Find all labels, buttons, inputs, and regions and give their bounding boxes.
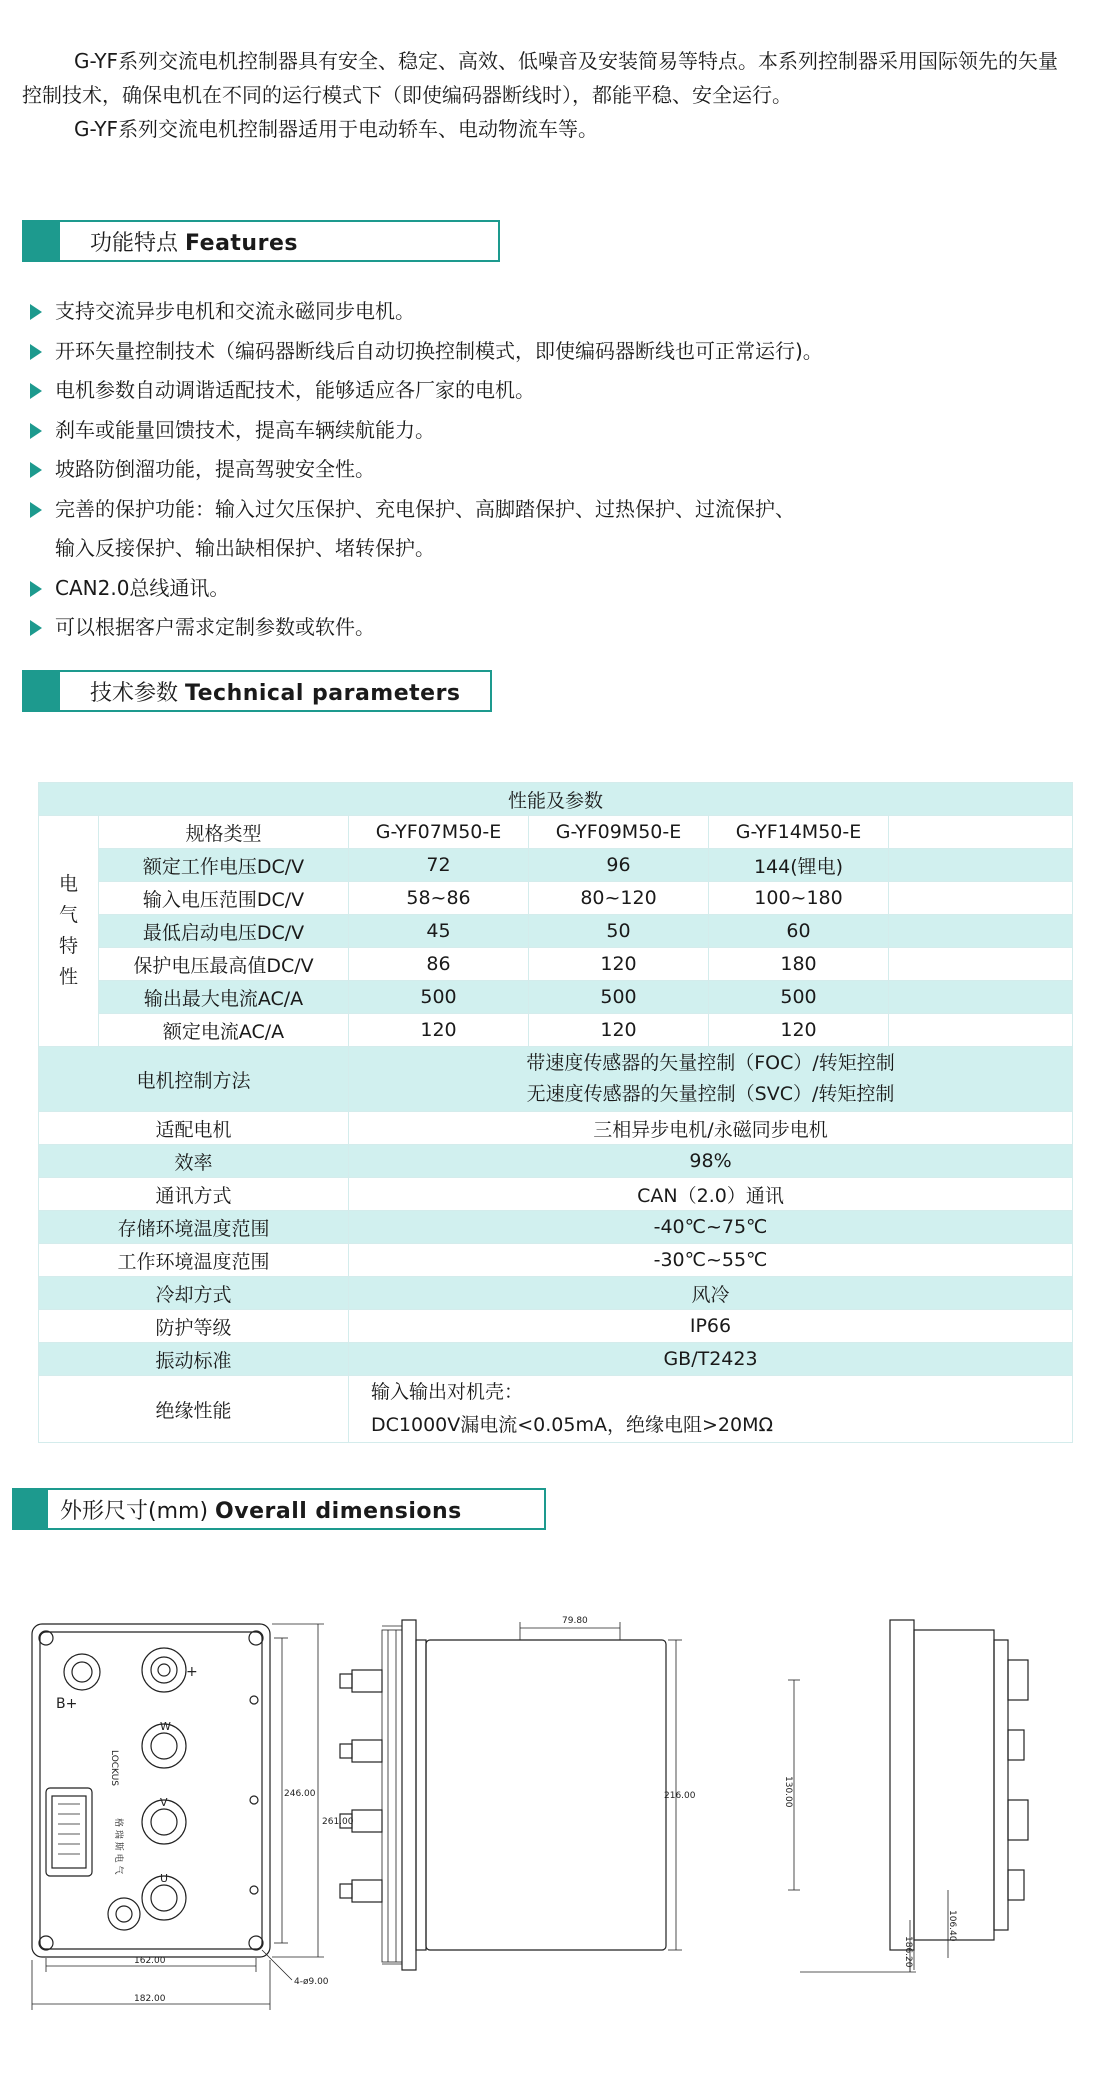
table-cell: 电机控制方法 bbox=[39, 1047, 349, 1112]
front-view-drawing bbox=[32, 1624, 324, 2010]
table-header-cell: G-YF09M50-E bbox=[529, 816, 709, 849]
intro-paragraph-2: G-YF系列交流电机控制器适用于电动轿车、电动物流车等。 bbox=[74, 117, 599, 141]
table-cell: 效率 bbox=[39, 1145, 349, 1178]
table-row bbox=[39, 1112, 1073, 1145]
heading-accent-bar bbox=[24, 222, 60, 260]
table-cell: 输出最大电流AC/A bbox=[99, 981, 349, 1014]
intro-paragraph-1: G-YF系列交流电机控制器具有安全、稳定、高效、低噪音及安装简易等特点。本系列控制器采用国际领先的矢量控制技术，确保电机在不同的运行模式下（即使编码器断线时），都能平稳、安全运行。 bbox=[22, 49, 1059, 107]
table-header-cell: G-YF14M50-E bbox=[709, 816, 889, 849]
table-cell: 45 bbox=[349, 915, 529, 948]
table-row-insulation bbox=[39, 1376, 1073, 1443]
group-label-electrical: 电 气 特 性 bbox=[39, 816, 99, 1047]
dim-79: 79.80 bbox=[562, 1616, 588, 1626]
brand-logo-text: LOCKUS bbox=[109, 1750, 119, 1787]
table-row bbox=[39, 1145, 1073, 1178]
feature-item: 支持交流异步电机和交流永磁同步电机。 bbox=[30, 292, 1070, 332]
table-row bbox=[39, 1014, 1073, 1047]
table-header-cell: 规格类型 bbox=[99, 816, 349, 849]
table-cell: 180 bbox=[709, 948, 889, 981]
spec-table bbox=[38, 782, 1073, 1443]
dim-186: 186.20 bbox=[903, 1936, 913, 1968]
plus-label: + bbox=[186, 1664, 198, 1680]
dim-130: 130.00 bbox=[783, 1776, 793, 1808]
feature-item: CAN2.0总线通讯。 bbox=[30, 569, 1070, 609]
feature-item: 刹车或能量回馈技术，提高车辆续航能力。 bbox=[30, 411, 1070, 451]
table-row bbox=[39, 915, 1073, 948]
table-row bbox=[39, 1277, 1073, 1310]
table-row bbox=[39, 1343, 1073, 1376]
table-cell: 额定电流AC/A bbox=[99, 1014, 349, 1047]
phase-w-label: W bbox=[160, 1720, 171, 1733]
table-cell: 保护电压最高值DC/V bbox=[99, 948, 349, 981]
table-title: 性能及参数 bbox=[39, 783, 1073, 816]
table-cell: 适配电机 bbox=[39, 1112, 349, 1145]
features-heading-en: Features bbox=[185, 230, 298, 256]
intro bbox=[22, 44, 1062, 146]
table-cell: 最低启动电压DC/V bbox=[99, 915, 349, 948]
dim-162: 162.00 bbox=[134, 1956, 166, 1966]
table-cell: CAN（2.0）通讯 bbox=[349, 1178, 1073, 1211]
table-row bbox=[39, 849, 1073, 882]
end-view-drawing bbox=[788, 1620, 1028, 1972]
table-cell: 500 bbox=[709, 981, 889, 1014]
feature-item: 开环矢量控制技术（编码器断线后自动切换控制模式，即使编码器断线也可正常运行)。 bbox=[30, 332, 1070, 372]
dims-heading-cn: 外形尺寸(mm) bbox=[60, 1498, 209, 1524]
dim-holes: 4-ø9.00 bbox=[294, 1977, 329, 1987]
side-view-drawing bbox=[340, 1620, 682, 1970]
dim-261: 261.00 bbox=[322, 1817, 354, 1827]
table-cell: 额定工作电压DC/V bbox=[99, 849, 349, 882]
phase-u-label: U bbox=[160, 1872, 169, 1885]
table-cell: -30℃~55℃ bbox=[349, 1244, 1073, 1277]
table-cell: 三相异步电机/永磁同步电机 bbox=[349, 1112, 1073, 1145]
table-cell: 振动标准 bbox=[39, 1343, 349, 1376]
table-cell: 120 bbox=[709, 1014, 889, 1047]
dim-216: 216.00 bbox=[664, 1791, 696, 1801]
table-cell: -40℃~75℃ bbox=[349, 1211, 1073, 1244]
table-cell: 带速度传感器的矢量控制（FOC）/转矩控制 无速度传感器的矢量控制（SVC）/转矩控制 bbox=[349, 1047, 1073, 1112]
table-cell: 60 bbox=[709, 915, 889, 948]
terminal-b-plus-label: B+ bbox=[56, 1696, 78, 1712]
feature-item: 可以根据客户需求定制参数或软件。 bbox=[30, 608, 1070, 648]
table-cell: GB/T2423 bbox=[349, 1343, 1073, 1376]
feature-item: 完善的保护功能：输入过欠压保护、充电保护、高脚踏保护、过热保护、过流保护、 bbox=[30, 490, 1070, 530]
tech-heading bbox=[22, 670, 492, 712]
table-row bbox=[39, 1244, 1073, 1277]
dim-246: 246.00 bbox=[284, 1789, 316, 1799]
heading-accent-bar bbox=[24, 672, 60, 710]
features-heading-cn: 功能特点 bbox=[90, 230, 179, 256]
table-row-control bbox=[39, 1047, 1073, 1112]
table-row bbox=[39, 1310, 1073, 1343]
tech-heading-en: Technical parameters bbox=[185, 680, 461, 706]
table-cell: 存储环境温度范围 bbox=[39, 1211, 349, 1244]
features-heading bbox=[22, 220, 500, 262]
table-cell: 500 bbox=[529, 981, 709, 1014]
table-row bbox=[39, 981, 1073, 1014]
table-cell: 98% bbox=[349, 1145, 1073, 1178]
table-cell: 冷却方式 bbox=[39, 1277, 349, 1310]
heading-accent-bar bbox=[14, 1490, 48, 1528]
table-cell: 50 bbox=[529, 915, 709, 948]
table-cell: 72 bbox=[349, 849, 529, 882]
table-row bbox=[39, 1211, 1073, 1244]
dim-106: 106.40 bbox=[947, 1910, 957, 1942]
table-cell: 80~120 bbox=[529, 882, 709, 915]
table-row bbox=[39, 948, 1073, 981]
table-cell: 86 bbox=[349, 948, 529, 981]
table-cell: 120 bbox=[349, 1014, 529, 1047]
table-cell: 120 bbox=[529, 1014, 709, 1047]
table-cell: 工作环境温度范围 bbox=[39, 1244, 349, 1277]
table-row bbox=[39, 1178, 1073, 1211]
table-cell: 96 bbox=[529, 849, 709, 882]
table-cell: 144(锂电) bbox=[709, 849, 889, 882]
table-cell: 500 bbox=[349, 981, 529, 1014]
table-cell: 绝缘性能 bbox=[39, 1376, 349, 1443]
feature-item: 电机参数自动调谐适配技术，能够适应各厂家的电机。 bbox=[30, 371, 1070, 411]
table-header-cell: G-YF07M50-E bbox=[349, 816, 529, 849]
table-cell: 通讯方式 bbox=[39, 1178, 349, 1211]
table-cell: 输入电压范围DC/V bbox=[99, 882, 349, 915]
phase-v-label: V bbox=[160, 1796, 168, 1809]
table-row bbox=[39, 882, 1073, 915]
dimension-drawings bbox=[0, 1560, 1100, 2030]
dims-heading bbox=[12, 1488, 546, 1530]
table-cell: 防护等级 bbox=[39, 1310, 349, 1343]
dims-heading-en: Overall dimensions bbox=[215, 1498, 462, 1524]
feature-item: 坡路防倒溜功能，提高驾驶安全性。 bbox=[30, 450, 1070, 490]
table-cell: 120 bbox=[529, 948, 709, 981]
table-cell: 风冷 bbox=[349, 1277, 1073, 1310]
brand-cn-text: 格 瑞 斯 电 气 bbox=[113, 1818, 123, 1875]
table-cell: IP66 bbox=[349, 1310, 1073, 1343]
table-cell: 100~180 bbox=[709, 882, 889, 915]
table-cell: 58~86 bbox=[349, 882, 529, 915]
features-list bbox=[30, 292, 1070, 648]
table-cell: 输入输出对机壳： DC1000V漏电流<0.05mA，绝缘电阻>20MΩ bbox=[349, 1376, 1073, 1443]
dim-182: 182.00 bbox=[134, 1994, 166, 2004]
feature-item-continuation: 输入反接保护、输出缺相保护、堵转保护。 bbox=[55, 536, 435, 560]
tech-heading-cn: 技术参数 bbox=[90, 680, 179, 706]
